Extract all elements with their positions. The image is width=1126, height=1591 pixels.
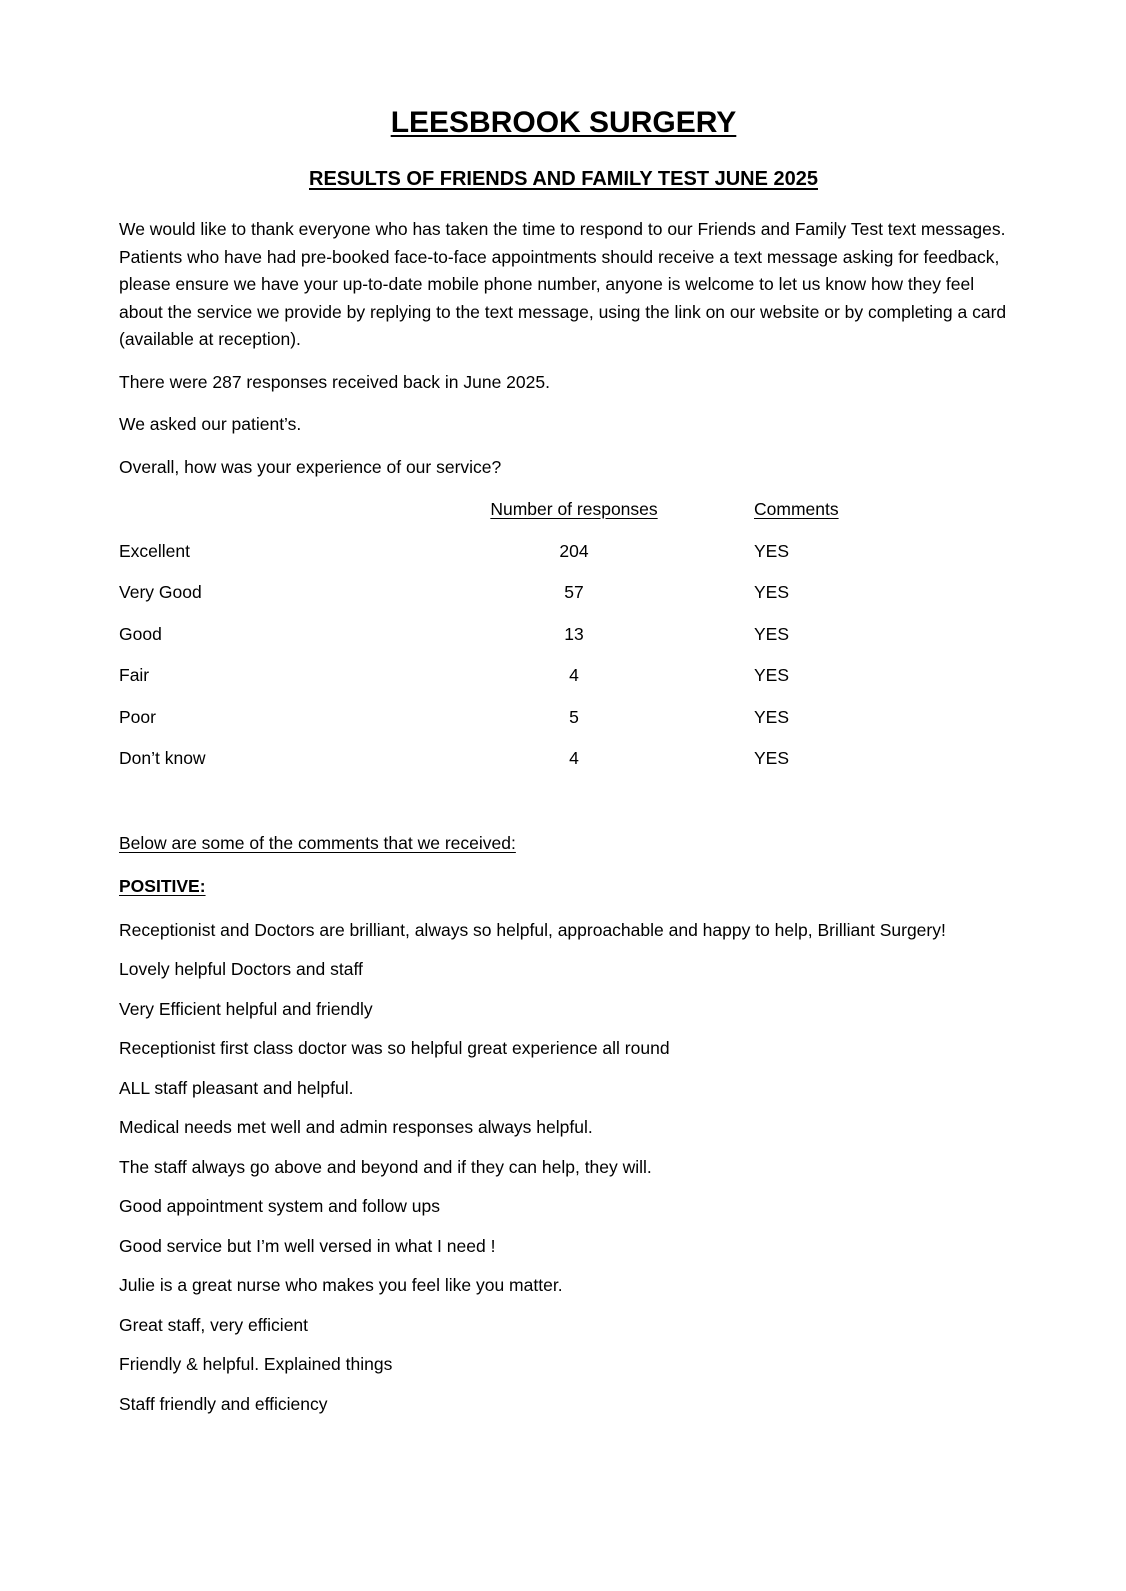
- table-row-responses: 57: [564, 582, 584, 602]
- positive-comment: Good service but I’m well versed in what I need !: [119, 1235, 496, 1256]
- table-row-responses: 4: [569, 748, 579, 768]
- table-header-spacer: [119, 496, 459, 524]
- positive-comment: ALL staff pleasant and helpful.: [119, 1077, 354, 1098]
- positive-comment: Receptionist first class doctor was so helpful great experience all round: [119, 1038, 670, 1058]
- question-line: Overall, how was your experience of our service?: [119, 456, 502, 477]
- table-row-responses: 4: [569, 665, 579, 685]
- table-header-responses-text: Number of responses: [490, 499, 658, 519]
- table-row-label: Poor: [119, 706, 156, 727]
- table-row-comments: YES: [754, 706, 790, 727]
- positive-comment: Lovely helpful Doctors and staff: [119, 959, 363, 979]
- page-subtitle: [119, 166, 1008, 192]
- comments-intro-heading: [119, 830, 1008, 858]
- positive-heading: [119, 873, 1008, 901]
- positive-comment: Medical needs met well and admin responses always helpful.: [119, 1117, 593, 1137]
- positive-comment: Great staff, very efficient: [119, 1314, 309, 1335]
- table-row-label: Excellent: [119, 540, 191, 561]
- page-title-text: LEESBROOK SURGERY: [390, 106, 737, 139]
- page-title: [119, 104, 1008, 142]
- positive-comment: The staff always go above and beyond and if they can help, they will.: [119, 1156, 652, 1177]
- table-row-label: Very Good: [119, 582, 202, 602]
- positive-heading-text: POSITIVE:: [119, 876, 206, 896]
- table-row-comments: YES: [754, 582, 790, 602]
- table-header-comments: [689, 496, 1008, 524]
- table-row-responses: 5: [569, 706, 579, 727]
- comments-intro-text: Below are some of the comments that we received:: [119, 832, 516, 853]
- results-table: [119, 496, 1008, 773]
- table-row-comments: YES: [754, 748, 790, 768]
- positive-comment: Good appointment system and follow ups: [119, 1196, 441, 1216]
- table-header-responses: [459, 496, 689, 524]
- table-header-comments-text: Comments: [754, 499, 839, 519]
- table-row-responses: 13: [564, 623, 584, 644]
- positive-comment: Friendly & helpful. Explained things: [119, 1354, 393, 1374]
- positive-comment: Receptionist and Doctors are brilliant, always so helpful, approachable and happy to help, Brilliant Surgery!: [119, 919, 946, 940]
- table-row-responses: 204: [559, 540, 589, 561]
- page-subtitle-text: RESULTS OF FRIENDS AND FAMILY TEST JUNE 2025: [309, 168, 818, 190]
- table-row-comments: YES: [754, 665, 790, 685]
- intro-paragraph: We would like to thank everyone who has taken the time to respond to our Friends and Family Test text messages. Patients who have had pre-booked face-to-face appointments should receive a text message asking for feedback, please ensure we have your up-to-date mobile phone number, anyone is welcome to let us know how they feel about the service we provide by replying to the text message, using the link on our website or by completing a card (available at reception).: [119, 219, 1007, 349]
- positive-comment: Staff friendly and efficiency: [119, 1393, 328, 1414]
- table-row-comments: YES: [754, 540, 790, 561]
- table-row-label: Good: [119, 623, 162, 644]
- table-row-label: Fair: [119, 665, 150, 685]
- positive-comment: Julie is a great nurse who makes you feel like you matter.: [119, 1275, 563, 1295]
- table-row-label: Don’t know: [119, 748, 206, 768]
- asked-patients-line: We asked our patient’s.: [119, 414, 302, 434]
- table-row-comments: YES: [754, 623, 790, 644]
- positive-comment: Very Efficient helpful and friendly: [119, 998, 373, 1019]
- responses-count-line: There were 287 responses received back in June 2025.: [119, 371, 550, 392]
